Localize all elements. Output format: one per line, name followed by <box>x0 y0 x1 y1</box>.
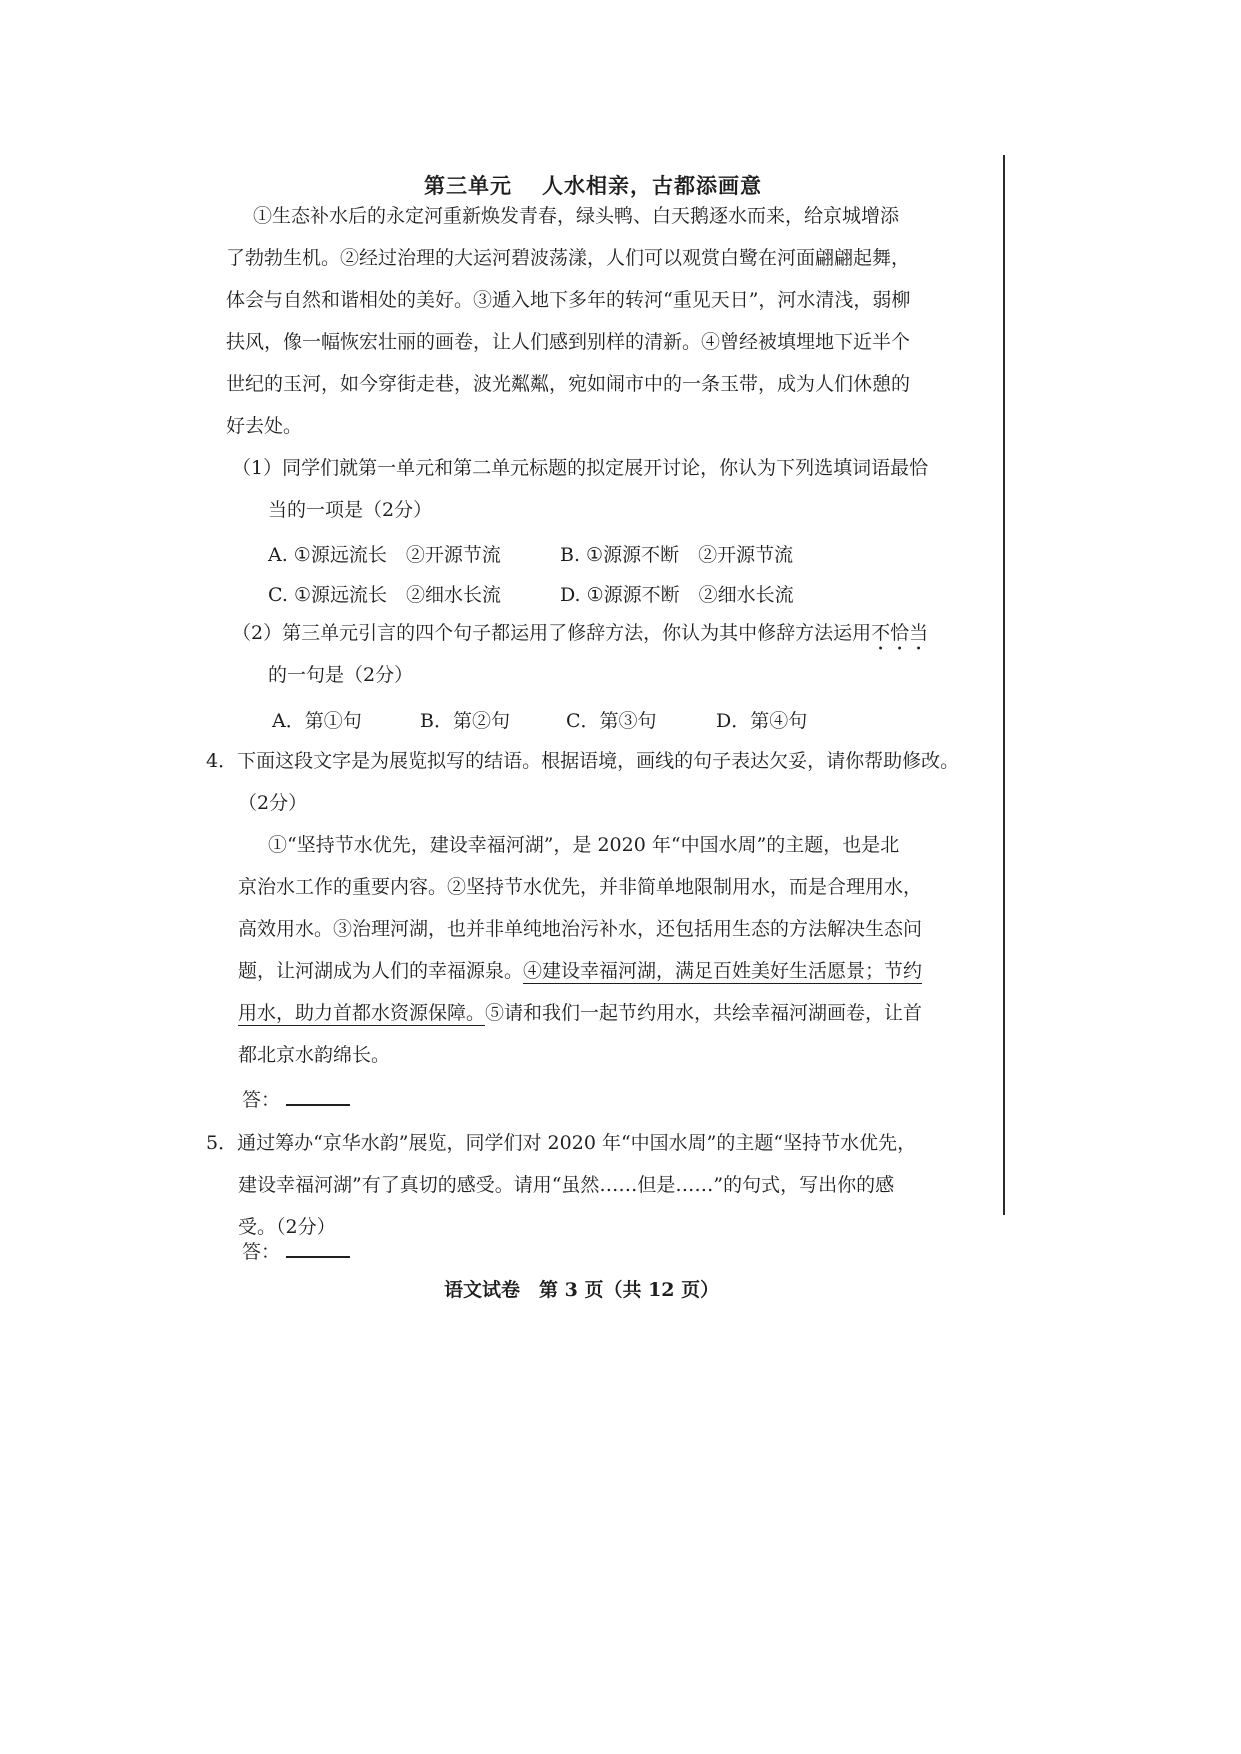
passage-line: 都北京水韵绵长。 <box>238 1044 391 1066</box>
answer-blank[interactable] <box>286 1088 350 1106</box>
intro-line: 好去处。 <box>226 415 303 437</box>
question-3-1-stem: （1）同学们就第一单元和第二单元标题的拟定展开讨论，你认为下列选填词语最恰 <box>232 457 929 479</box>
answer-blank[interactable] <box>286 1240 350 1258</box>
underlined-sentence: ④建设幸福河湖，满足百姓美好生活愿景；节约 <box>523 960 923 982</box>
option-b: B. ①源源不断 ②开源节流 <box>560 544 794 566</box>
question-3-2-stem-cont: 的一句是（2分） <box>268 664 414 686</box>
option-c: C．第③句 <box>566 710 657 732</box>
answer-label: 答： <box>242 1241 281 1263</box>
option-d: D．第④句 <box>716 710 808 732</box>
question-3-2-stem <box>232 622 928 655</box>
intro-line: 扶风，像一幅恢宏壮丽的画卷，让人们感到别样的清新。④曾经被填埋地下近半个 <box>226 331 911 353</box>
unit-title-number: 第三单元 <box>424 173 512 198</box>
option-a: A. ①源远流长 ②开源节流 <box>268 544 501 566</box>
option-b: B．第②句 <box>420 710 510 732</box>
option-d: D. ①源源不断 ②细水长流 <box>560 584 794 606</box>
option-a: A．第①句 <box>272 710 362 732</box>
passage-line: ①“坚持节水优先，建设幸福河湖”，是 2020 年“中国水周”的主题，也是北 <box>268 834 900 856</box>
question-3-1-stem-cont: 当的一项是（2分） <box>268 499 433 521</box>
page-footer: 语文试卷 第 3 页（共 12 页） <box>444 1279 720 1301</box>
intro-line: 世纪的玉河，如今穿街走巷，波光粼粼，宛如闹市中的一条玉带，成为人们休憩的 <box>226 373 911 395</box>
passage-line: 高效用水。③治理河湖，也并非单纯地治污补水，还包括用生态的方法解决生态问 <box>238 918 923 940</box>
unit-title-text: 人水相亲，古都添画意 <box>542 173 762 198</box>
passage-text: ⑤请和我们一起节约用水，共绘幸福河湖画卷，让首 <box>485 1002 923 1024</box>
question-5-stem-cont: 建设幸福河湖”有了真切的感受。请用“虽然……但是……”的句式，写出你的感 <box>238 1174 895 1196</box>
question-4-stem: 4．下面这段文字是为展览拟写的结语。根据语境，画线的句子表达欠妥，请你帮助修改。 <box>206 750 960 772</box>
intro-line: 了勃勃生机。②经过治理的大运河碧波荡漾，人们可以观赏白鹭在河面翩翩起舞， <box>226 247 911 269</box>
question-3-2-stem-text: （2）第三单元引言的四个句子都运用了修辞方法，你认为其中修辞方法运用 <box>232 622 872 644</box>
underlined-sentence-cont: 用水，助力首都水资源保障。 <box>238 1002 486 1024</box>
passage-text: 题，让河湖成为人们的幸福源泉。 <box>238 960 524 982</box>
passage-line <box>238 1002 922 1025</box>
answer-label: 答： <box>242 1089 281 1111</box>
unit-title <box>424 170 762 200</box>
emphasis-not-appropriate: 不恰当 <box>871 622 929 644</box>
question-5-stem: 5．通过筹办“京华水韵”展览，同学们对 2020 年“中国水周”的主题“坚持节水优先， <box>206 1132 917 1154</box>
question-5-stem-cont: 受。（2分） <box>238 1216 336 1238</box>
passage-line <box>238 960 922 983</box>
page-margin-rule <box>1003 155 1005 1215</box>
option-c: C. ①源远流长 ②细水长流 <box>268 584 501 606</box>
passage-line: 京治水工作的重要内容。②坚持节水优先，并非简单地限制用水，而是合理用水， <box>238 876 923 898</box>
question-4-score: （2分） <box>238 792 308 814</box>
intro-line: ①生态补水后的永定河重新焕发青春，绿头鸭、白天鹅逐水而来，给京城增添 <box>253 205 900 227</box>
answer-row <box>242 1088 350 1112</box>
intro-line: 体会与自然和谐相处的美好。③遁入地下多年的转河“重见天日”，河水清浅，弱柳 <box>226 289 911 311</box>
answer-row <box>242 1240 350 1264</box>
